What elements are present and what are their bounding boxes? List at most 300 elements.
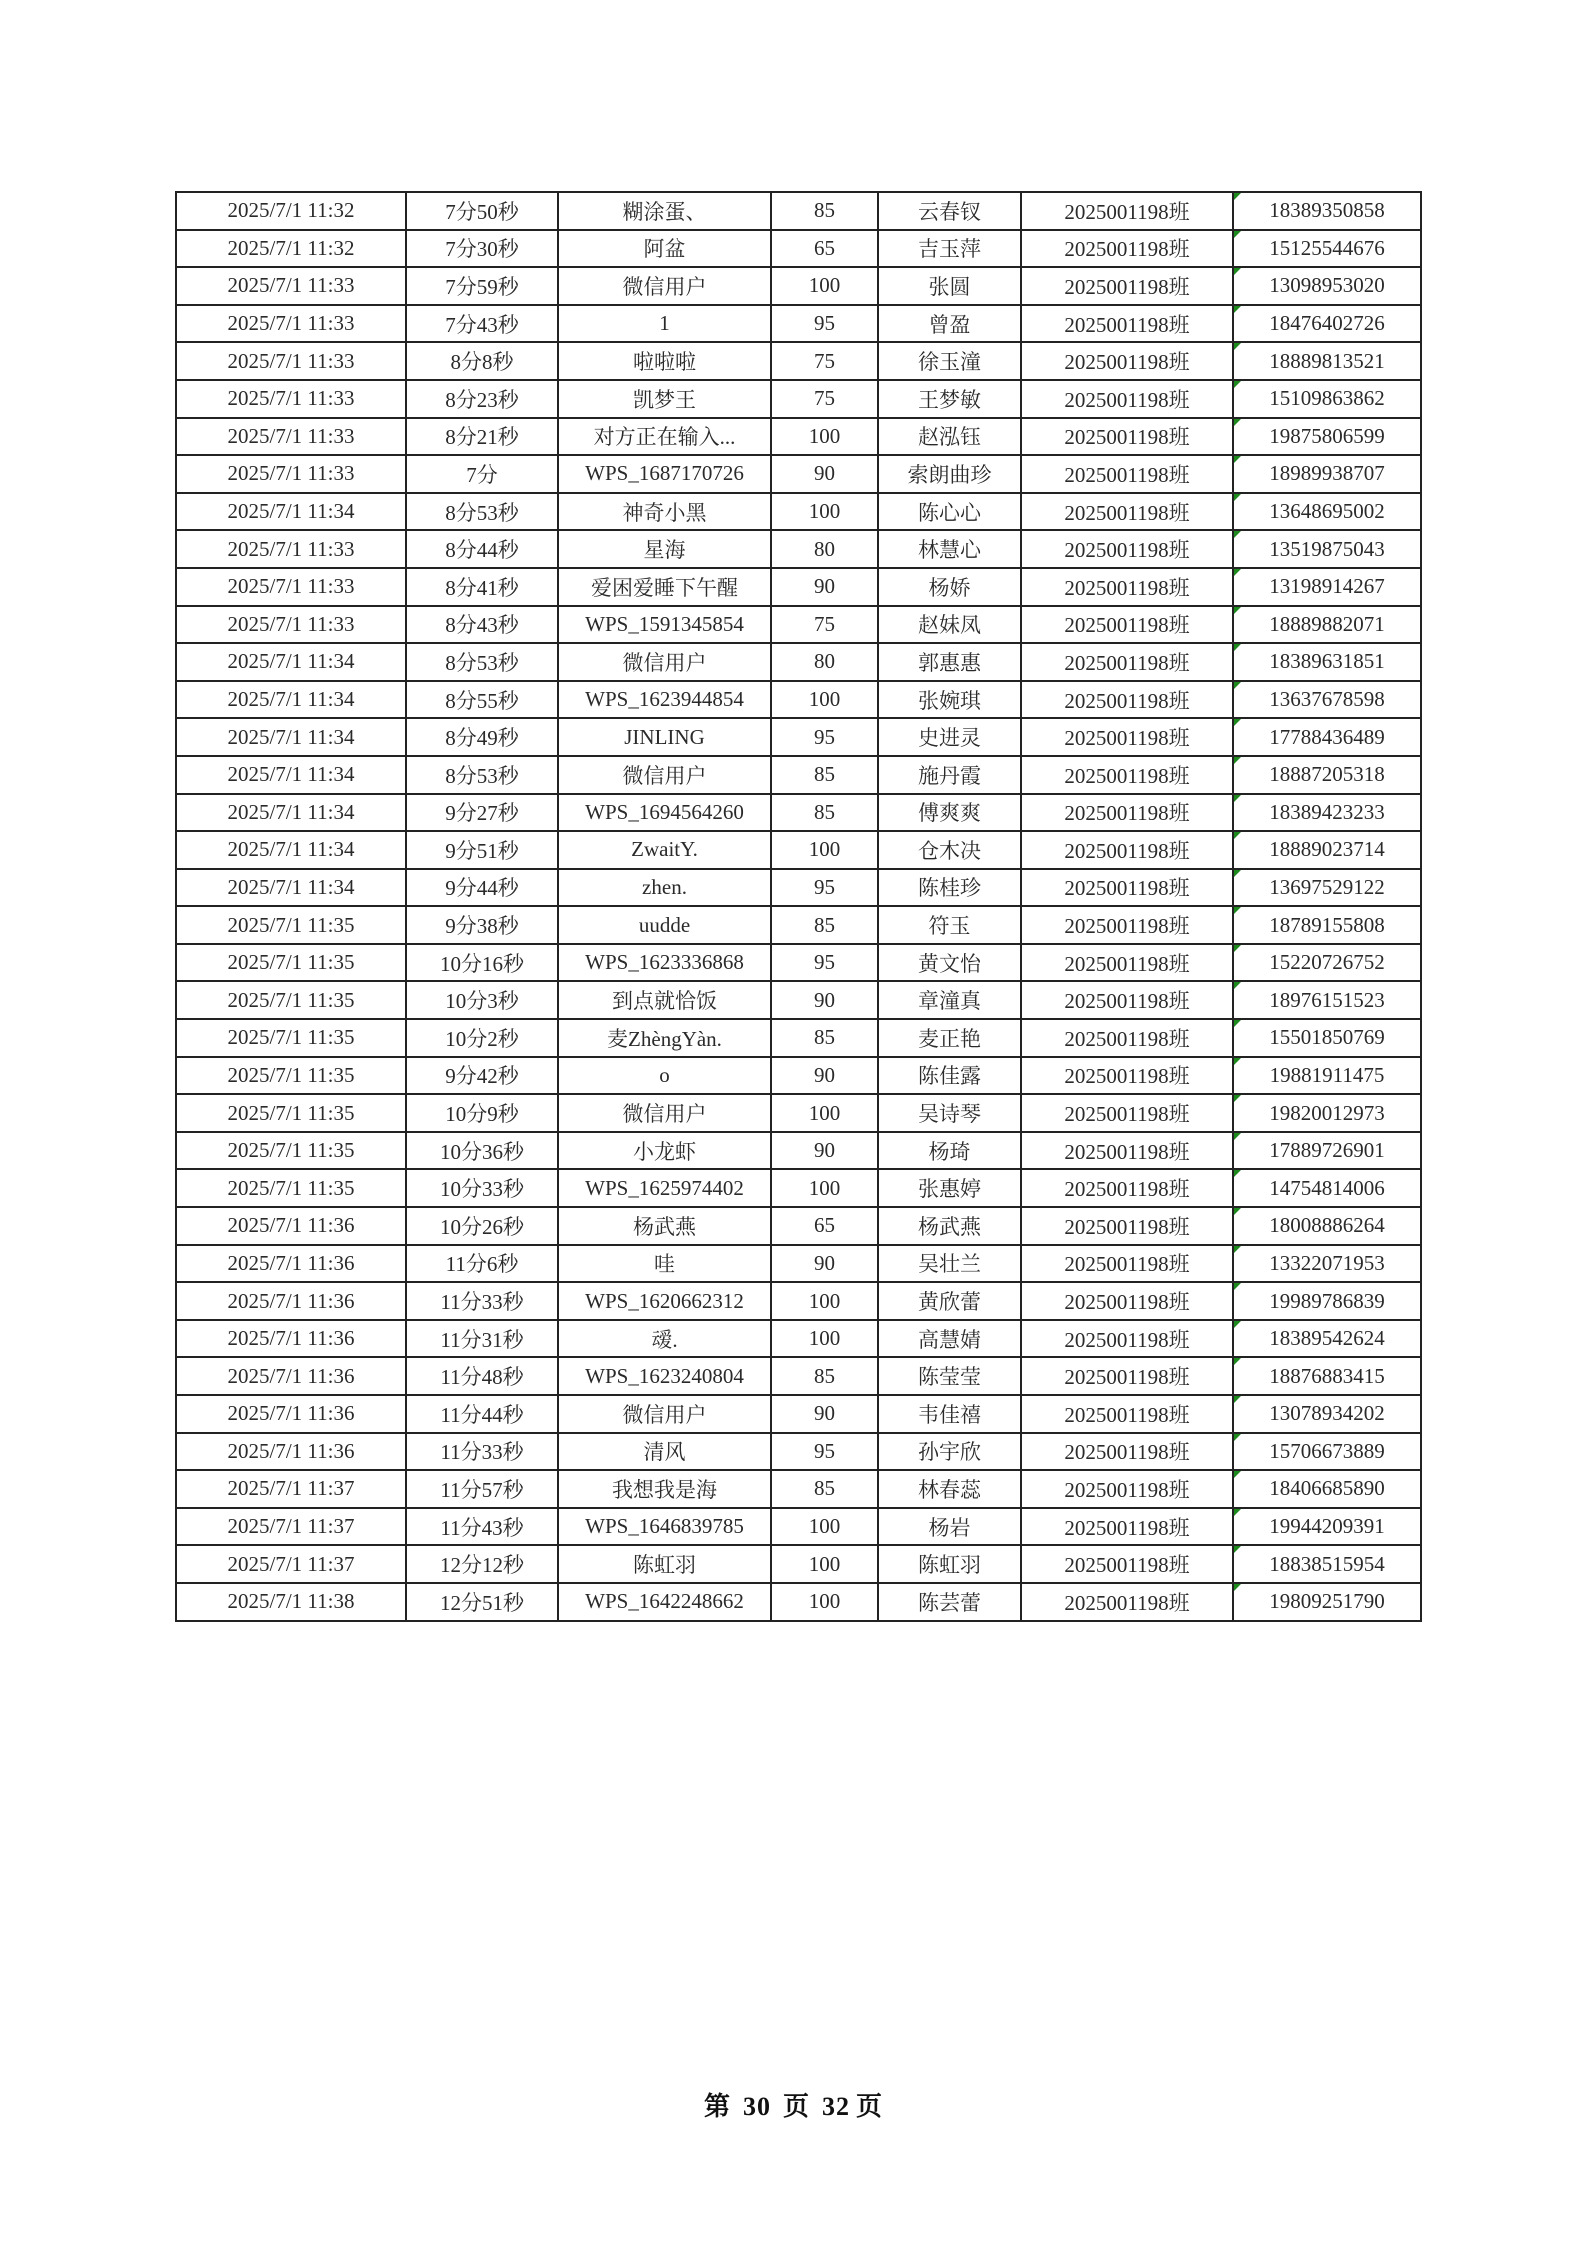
table-row (176, 530, 1421, 568)
cell-submit-time: 2025/7/1 11:33 (176, 568, 406, 606)
cell-phone (1233, 1169, 1421, 1207)
cell-phone (1233, 944, 1421, 982)
cell-submit-time: 2025/7/1 11:36 (176, 1282, 406, 1320)
cell-phone-text: 18887205318 (1269, 762, 1385, 787)
table-row (176, 756, 1421, 794)
cell-phone (1233, 1583, 1421, 1621)
cell-submit-time: 2025/7/1 11:33 (176, 380, 406, 418)
table-row (176, 794, 1421, 832)
table-row (176, 981, 1421, 1019)
cell-class: 2025001198班 (1021, 831, 1233, 869)
cell-name: 林春蕊 (878, 1470, 1021, 1508)
cell-class: 2025001198班 (1021, 944, 1233, 982)
cell-duration: 8分53秒 (406, 643, 558, 681)
cell-name: 傅爽爽 (878, 794, 1021, 832)
cell-duration: 9分42秒 (406, 1057, 558, 1095)
cell-duration: 11分33秒 (406, 1282, 558, 1320)
cell-phone-text: 13322071953 (1269, 1250, 1385, 1275)
cell-phone-text: 19875806599 (1269, 423, 1385, 448)
table-row (176, 1395, 1421, 1433)
text-number-flag-icon (1234, 419, 1241, 426)
cell-duration: 10分2秒 (406, 1019, 558, 1057)
text-number-flag-icon (1234, 682, 1241, 689)
cell-submit-time: 2025/7/1 11:33 (176, 530, 406, 568)
cell-class: 2025001198班 (1021, 906, 1233, 944)
cell-score: 75 (771, 380, 878, 418)
cell-name: 杨琦 (878, 1132, 1021, 1170)
cell-nickname: 叆. (558, 1320, 771, 1358)
cell-nickname: 杨武燕 (558, 1207, 771, 1245)
cell-nickname: WPS_1623336868 (558, 944, 771, 982)
cell-class: 2025001198班 (1021, 1019, 1233, 1057)
cell-name: 杨武燕 (878, 1207, 1021, 1245)
cell-phone (1233, 981, 1421, 1019)
cell-duration: 8分23秒 (406, 380, 558, 418)
table-row (176, 267, 1421, 305)
cell-score: 85 (771, 906, 878, 944)
text-number-flag-icon (1234, 456, 1241, 463)
cell-score: 100 (771, 418, 878, 456)
cell-phone (1233, 1357, 1421, 1395)
cell-phone (1233, 1470, 1421, 1508)
cell-score: 100 (771, 1320, 878, 1358)
cell-phone-text: 18389542624 (1269, 1326, 1385, 1351)
cell-name: 云春钗 (878, 192, 1021, 230)
cell-score: 85 (771, 794, 878, 832)
cell-duration: 9分27秒 (406, 794, 558, 832)
cell-phone (1233, 305, 1421, 343)
cell-phone (1233, 1057, 1421, 1095)
cell-submit-time: 2025/7/1 11:34 (176, 493, 406, 531)
cell-class: 2025001198班 (1021, 1207, 1233, 1245)
cell-phone-text: 17889726901 (1269, 1138, 1385, 1163)
cell-nickname: WPS_1642248662 (558, 1583, 771, 1621)
cell-name: 林慧心 (878, 530, 1021, 568)
cell-duration: 7分43秒 (406, 305, 558, 343)
text-number-flag-icon (1234, 1396, 1241, 1403)
cell-phone-text: 19881911475 (1269, 1062, 1385, 1087)
cell-phone (1233, 718, 1421, 756)
cell-class: 2025001198班 (1021, 1282, 1233, 1320)
cell-score: 90 (771, 1057, 878, 1095)
cell-nickname: WPS_1591345854 (558, 606, 771, 644)
cell-phone-text: 15706673889 (1269, 1438, 1385, 1463)
table-row (176, 1508, 1421, 1546)
cell-phone-text: 13078934202 (1269, 1401, 1385, 1426)
table-row (176, 944, 1421, 982)
cell-phone (1233, 530, 1421, 568)
cell-submit-time: 2025/7/1 11:37 (176, 1545, 406, 1583)
cell-nickname: 爱困爱睡下午醒 (558, 568, 771, 606)
cell-phone (1233, 267, 1421, 305)
cell-submit-time: 2025/7/1 11:34 (176, 831, 406, 869)
cell-duration: 11分33秒 (406, 1433, 558, 1471)
text-number-flag-icon (1234, 1170, 1241, 1177)
table-row (176, 681, 1421, 719)
cell-score: 95 (771, 869, 878, 907)
text-number-flag-icon (1234, 945, 1241, 952)
text-number-flag-icon (1234, 268, 1241, 275)
cell-phone-text: 18406685890 (1269, 1476, 1385, 1501)
cell-submit-time: 2025/7/1 11:35 (176, 1132, 406, 1170)
cell-score: 80 (771, 643, 878, 681)
table-row (176, 1169, 1421, 1207)
cell-phone (1233, 230, 1421, 268)
cell-duration: 8分53秒 (406, 493, 558, 531)
cell-nickname: 清风 (558, 1433, 771, 1471)
cell-name: 王梦敏 (878, 380, 1021, 418)
text-number-flag-icon (1234, 1321, 1241, 1328)
cell-name: 黄欣蕾 (878, 1282, 1021, 1320)
cell-phone-text: 18889813521 (1269, 348, 1385, 373)
cell-phone (1233, 418, 1421, 456)
cell-phone (1233, 1282, 1421, 1320)
text-number-flag-icon (1234, 1058, 1241, 1065)
cell-class: 2025001198班 (1021, 530, 1233, 568)
table-row (176, 192, 1421, 230)
cell-nickname: WPS_1623240804 (558, 1357, 771, 1395)
cell-score: 90 (771, 1132, 878, 1170)
text-number-flag-icon (1234, 982, 1241, 989)
table-row (176, 718, 1421, 756)
cell-nickname: 微信用户 (558, 756, 771, 794)
cell-class: 2025001198班 (1021, 1470, 1233, 1508)
text-number-flag-icon (1234, 1434, 1241, 1441)
cell-name: 韦佳禧 (878, 1395, 1021, 1433)
cell-class: 2025001198班 (1021, 1395, 1233, 1433)
cell-score: 100 (771, 1545, 878, 1583)
cell-duration: 8分8秒 (406, 342, 558, 380)
cell-nickname: ZwaitY. (558, 831, 771, 869)
cell-duration: 11分6秒 (406, 1245, 558, 1283)
cell-phone-text: 18889882071 (1269, 611, 1385, 636)
table-row (176, 230, 1421, 268)
cell-phone-text: 18789155808 (1269, 912, 1385, 937)
cell-submit-time: 2025/7/1 11:34 (176, 756, 406, 794)
cell-duration: 8分21秒 (406, 418, 558, 456)
cell-class: 2025001198班 (1021, 1094, 1233, 1132)
cell-submit-time: 2025/7/1 11:34 (176, 681, 406, 719)
cell-nickname: WPS_1623944854 (558, 681, 771, 719)
cell-nickname: zhen. (558, 869, 771, 907)
cell-nickname: 对方正在输入... (558, 418, 771, 456)
cell-phone (1233, 192, 1421, 230)
footer-mid: 页 (782, 2092, 810, 2121)
cell-class: 2025001198班 (1021, 380, 1233, 418)
cell-class: 2025001198班 (1021, 342, 1233, 380)
cell-duration: 11分31秒 (406, 1320, 558, 1358)
cell-phone-text: 18389350858 (1269, 198, 1385, 223)
table-row (176, 1094, 1421, 1132)
cell-nickname: WPS_1625974402 (558, 1169, 771, 1207)
cell-class: 2025001198班 (1021, 305, 1233, 343)
results-table (175, 191, 1422, 1622)
cell-nickname: 神奇小黑 (558, 493, 771, 531)
table-row (176, 831, 1421, 869)
cell-score: 85 (771, 192, 878, 230)
text-number-flag-icon (1234, 306, 1241, 313)
cell-phone (1233, 568, 1421, 606)
cell-phone (1233, 606, 1421, 644)
cell-duration: 7分50秒 (406, 192, 558, 230)
cell-submit-time: 2025/7/1 11:36 (176, 1245, 406, 1283)
cell-name: 赵泓钰 (878, 418, 1021, 456)
footer-prefix: 第 (703, 2092, 731, 2121)
cell-phone-text: 18976151523 (1269, 987, 1385, 1012)
cell-class: 2025001198班 (1021, 1545, 1233, 1583)
cell-name: 索朗曲珍 (878, 455, 1021, 493)
cell-nickname: 到点就恰饭 (558, 981, 771, 1019)
cell-nickname: 啦啦啦 (558, 342, 771, 380)
cell-nickname: 我想我是海 (558, 1470, 771, 1508)
cell-score: 80 (771, 530, 878, 568)
table-row (176, 493, 1421, 531)
cell-submit-time: 2025/7/1 11:35 (176, 1057, 406, 1095)
text-number-flag-icon (1234, 381, 1241, 388)
cell-nickname: 微信用户 (558, 267, 771, 305)
text-number-flag-icon (1234, 531, 1241, 538)
cell-duration: 9分38秒 (406, 906, 558, 944)
cell-duration: 8分49秒 (406, 718, 558, 756)
cell-class: 2025001198班 (1021, 1433, 1233, 1471)
cell-name: 孙宇欣 (878, 1433, 1021, 1471)
cell-score: 100 (771, 1169, 878, 1207)
cell-class: 2025001198班 (1021, 681, 1233, 719)
cell-duration: 8分43秒 (406, 606, 558, 644)
table-row (176, 568, 1421, 606)
text-number-flag-icon (1234, 644, 1241, 651)
cell-nickname: 1 (558, 305, 771, 343)
cell-score: 100 (771, 1508, 878, 1546)
cell-nickname: 麦ZhèngYàn. (558, 1019, 771, 1057)
cell-class: 2025001198班 (1021, 1057, 1233, 1095)
text-number-flag-icon (1234, 1584, 1241, 1591)
cell-name: 史进灵 (878, 718, 1021, 756)
cell-submit-time: 2025/7/1 11:33 (176, 305, 406, 343)
table-row (176, 1433, 1421, 1471)
cell-phone-text: 15109863862 (1269, 386, 1385, 411)
cell-submit-time: 2025/7/1 11:36 (176, 1357, 406, 1395)
cell-nickname: WPS_1694564260 (558, 794, 771, 832)
cell-class: 2025001198班 (1021, 606, 1233, 644)
cell-name: 仓木决 (878, 831, 1021, 869)
cell-phone-text: 18476402726 (1269, 311, 1385, 336)
cell-phone (1233, 1508, 1421, 1546)
cell-class: 2025001198班 (1021, 418, 1233, 456)
text-number-flag-icon (1234, 757, 1241, 764)
cell-nickname: 微信用户 (558, 643, 771, 681)
text-number-flag-icon (1234, 1095, 1241, 1102)
cell-phone-text: 18389423233 (1269, 799, 1385, 824)
footer-current-page: 30 (742, 2092, 771, 2121)
cell-duration: 10分26秒 (406, 1207, 558, 1245)
cell-submit-time: 2025/7/1 11:33 (176, 342, 406, 380)
table-row (176, 1282, 1421, 1320)
cell-submit-time: 2025/7/1 11:32 (176, 230, 406, 268)
cell-duration: 10分3秒 (406, 981, 558, 1019)
cell-phone (1233, 1019, 1421, 1057)
cell-submit-time: 2025/7/1 11:35 (176, 1169, 406, 1207)
text-number-flag-icon (1234, 1133, 1241, 1140)
cell-class: 2025001198班 (1021, 794, 1233, 832)
cell-phone-text: 19820012973 (1269, 1100, 1385, 1125)
cell-phone (1233, 1132, 1421, 1170)
cell-score: 75 (771, 606, 878, 644)
cell-submit-time: 2025/7/1 11:35 (176, 981, 406, 1019)
cell-submit-time: 2025/7/1 11:36 (176, 1395, 406, 1433)
cell-phone-text: 18989938707 (1269, 461, 1385, 486)
cell-score: 100 (771, 681, 878, 719)
cell-score: 85 (771, 1357, 878, 1395)
cell-duration: 8分41秒 (406, 568, 558, 606)
cell-class: 2025001198班 (1021, 230, 1233, 268)
text-number-flag-icon (1234, 1546, 1241, 1553)
cell-submit-time: 2025/7/1 11:36 (176, 1320, 406, 1358)
cell-score: 75 (771, 342, 878, 380)
text-number-flag-icon (1234, 607, 1241, 614)
cell-class: 2025001198班 (1021, 869, 1233, 907)
cell-score: 100 (771, 493, 878, 531)
cell-phone-text: 19989786839 (1269, 1288, 1385, 1313)
cell-name: 陈芸蕾 (878, 1583, 1021, 1621)
cell-score: 95 (771, 305, 878, 343)
footer-suffix: 页 (856, 2092, 884, 2121)
text-number-flag-icon (1234, 1283, 1241, 1290)
text-number-flag-icon (1234, 1246, 1241, 1253)
cell-class: 2025001198班 (1021, 1132, 1233, 1170)
table-row (176, 1583, 1421, 1621)
cell-name: 陈桂珍 (878, 869, 1021, 907)
cell-duration: 11分44秒 (406, 1395, 558, 1433)
cell-name: 施丹霞 (878, 756, 1021, 794)
cell-submit-time: 2025/7/1 11:36 (176, 1207, 406, 1245)
cell-name: 杨娇 (878, 568, 1021, 606)
table-row (176, 1057, 1421, 1095)
cell-score: 100 (771, 831, 878, 869)
cell-name: 陈心心 (878, 493, 1021, 531)
cell-class: 2025001198班 (1021, 1508, 1233, 1546)
text-number-flag-icon (1234, 832, 1241, 839)
cell-score: 90 (771, 455, 878, 493)
cell-name: 赵妹凤 (878, 606, 1021, 644)
cell-class: 2025001198班 (1021, 756, 1233, 794)
cell-phone (1233, 380, 1421, 418)
text-number-flag-icon (1234, 1509, 1241, 1516)
cell-phone (1233, 1094, 1421, 1132)
cell-submit-time: 2025/7/1 11:33 (176, 267, 406, 305)
cell-class: 2025001198班 (1021, 981, 1233, 1019)
cell-submit-time: 2025/7/1 11:35 (176, 906, 406, 944)
table-row (176, 606, 1421, 644)
cell-phone (1233, 869, 1421, 907)
cell-phone-text: 18838515954 (1269, 1551, 1385, 1576)
cell-phone (1233, 643, 1421, 681)
cell-duration: 7分59秒 (406, 267, 558, 305)
cell-name: 高慧婧 (878, 1320, 1021, 1358)
cell-phone-text: 19944209391 (1269, 1514, 1385, 1539)
cell-phone-text: 13637678598 (1269, 687, 1385, 712)
cell-name: 张圆 (878, 267, 1021, 305)
cell-duration: 12分12秒 (406, 1545, 558, 1583)
text-number-flag-icon (1234, 1358, 1241, 1365)
cell-phone-text: 13648695002 (1269, 499, 1385, 524)
cell-phone (1233, 493, 1421, 531)
text-number-flag-icon (1234, 1020, 1241, 1027)
cell-submit-time: 2025/7/1 11:33 (176, 455, 406, 493)
cell-phone (1233, 1207, 1421, 1245)
cell-phone (1233, 1395, 1421, 1433)
cell-phone-text: 18876883415 (1269, 1363, 1385, 1388)
cell-nickname: WPS_1620662312 (558, 1282, 771, 1320)
cell-phone (1233, 455, 1421, 493)
cell-phone-text: 13519875043 (1269, 536, 1385, 561)
cell-class: 2025001198班 (1021, 1169, 1233, 1207)
cell-class: 2025001198班 (1021, 718, 1233, 756)
table-row (176, 305, 1421, 343)
cell-nickname: 星海 (558, 530, 771, 568)
cell-name: 吴诗琴 (878, 1094, 1021, 1132)
footer-total-pages: 32 (822, 2092, 850, 2121)
cell-phone-text: 19809251790 (1269, 1589, 1385, 1614)
text-number-flag-icon (1234, 1208, 1241, 1215)
cell-nickname: WPS_1646839785 (558, 1508, 771, 1546)
cell-duration: 8分44秒 (406, 530, 558, 568)
cell-duration: 7分 (406, 455, 558, 493)
table-row (176, 1207, 1421, 1245)
table-row (176, 869, 1421, 907)
cell-name: 徐玉潼 (878, 342, 1021, 380)
cell-duration: 9分51秒 (406, 831, 558, 869)
cell-submit-time: 2025/7/1 11:35 (176, 1019, 406, 1057)
cell-phone (1233, 342, 1421, 380)
cell-duration: 10分33秒 (406, 1169, 558, 1207)
cell-nickname: 陈虹羽 (558, 1545, 771, 1583)
cell-score: 95 (771, 1433, 878, 1471)
cell-nickname: 微信用户 (558, 1395, 771, 1433)
cell-submit-time: 2025/7/1 11:38 (176, 1583, 406, 1621)
cell-nickname: 哇 (558, 1245, 771, 1283)
cell-score: 85 (771, 756, 878, 794)
table-row (176, 1019, 1421, 1057)
cell-class: 2025001198班 (1021, 267, 1233, 305)
cell-class: 2025001198班 (1021, 1583, 1233, 1621)
cell-class: 2025001198班 (1021, 643, 1233, 681)
text-number-flag-icon (1234, 719, 1241, 726)
cell-name: 符玉 (878, 906, 1021, 944)
table-row (176, 342, 1421, 380)
cell-nickname: 糊涂蛋、 (558, 192, 771, 230)
cell-score: 100 (771, 1094, 878, 1132)
cell-name: 章潼真 (878, 981, 1021, 1019)
cell-name: 张婉琪 (878, 681, 1021, 719)
cell-name: 吉玉萍 (878, 230, 1021, 268)
cell-score: 90 (771, 568, 878, 606)
cell-class: 2025001198班 (1021, 192, 1233, 230)
table-row (176, 1357, 1421, 1395)
text-number-flag-icon (1234, 795, 1241, 802)
table-row (176, 1470, 1421, 1508)
cell-phone (1233, 1433, 1421, 1471)
cell-phone (1233, 794, 1421, 832)
cell-phone (1233, 681, 1421, 719)
cell-class: 2025001198班 (1021, 1320, 1233, 1358)
cell-phone-text: 15501850769 (1269, 1025, 1385, 1050)
cell-score: 95 (771, 718, 878, 756)
cell-submit-time: 2025/7/1 11:34 (176, 869, 406, 907)
cell-score: 85 (771, 1470, 878, 1508)
cell-duration: 10分16秒 (406, 944, 558, 982)
table-row (176, 906, 1421, 944)
